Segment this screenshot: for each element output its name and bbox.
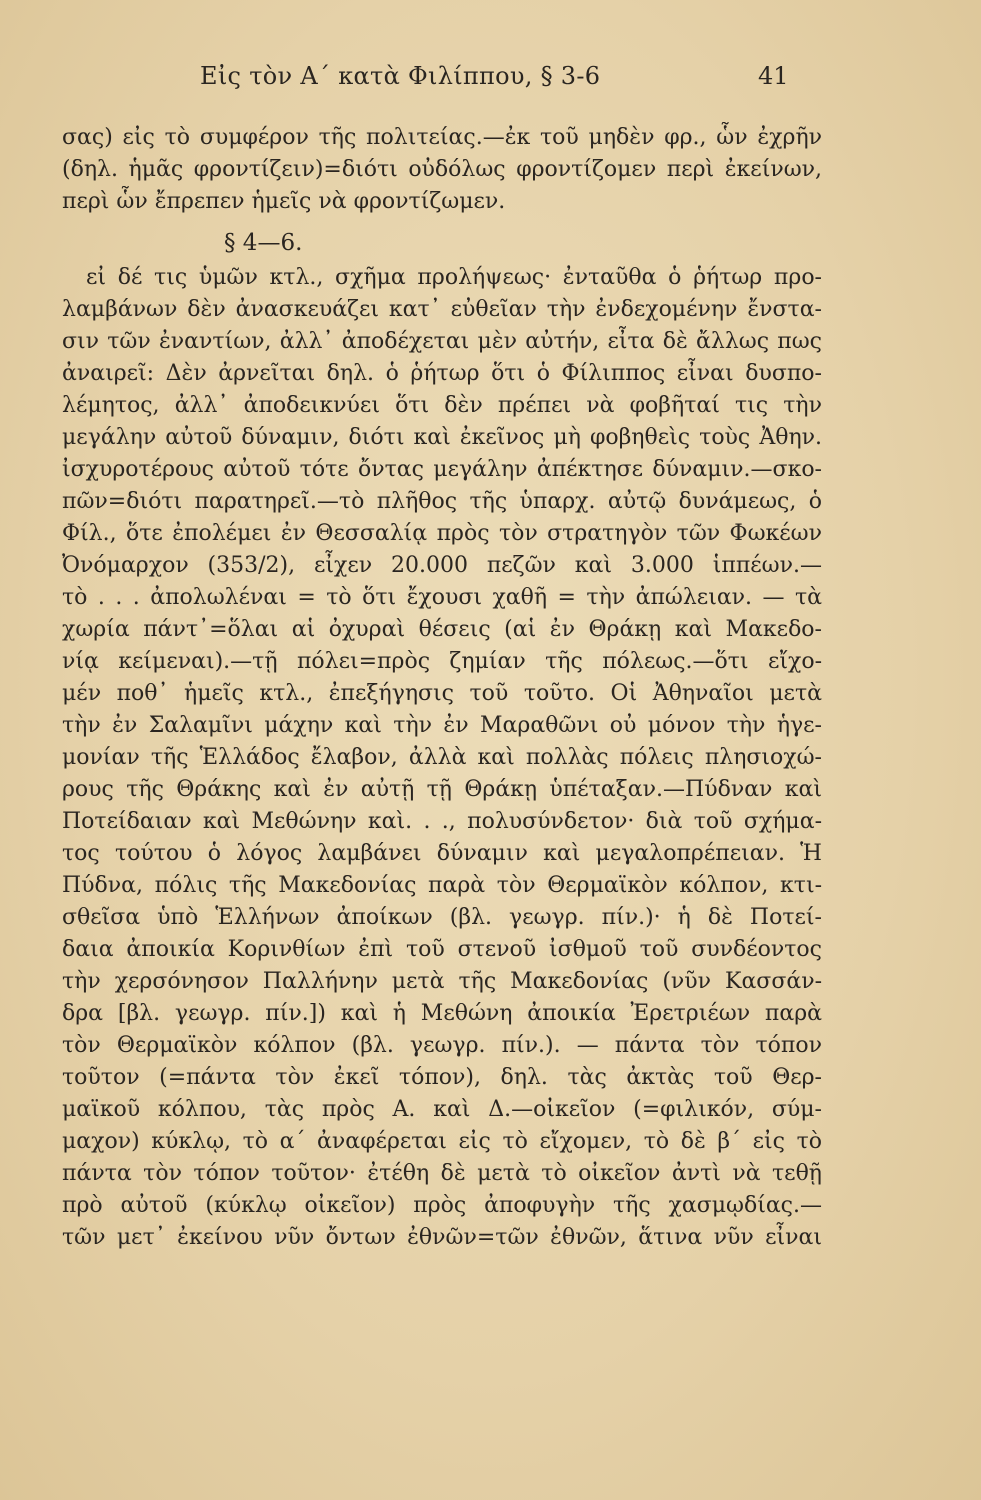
text-line: μαϊκοῦ κόλπου, τὰς πρὸς Α. καὶ Δ.—οἰκεῖον (=φιλικόν, σύμ- [62, 1097, 822, 1122]
text-line: ἰσχυροτέρους αὐτοῦ τότε ὄντας μεγάλην ἀπέκτησε δύναμιν.—σκο- [62, 457, 822, 482]
text-line: τοῦτον (=πάντα τὸν ἐκεῖ τόπον), δηλ. τὰς ἀκτὰς τοῦ Θερ- [62, 1065, 822, 1090]
text-line: εἰ δέ τις ὑμῶν κτλ., σχῆμα προλήψεως· ἐνταῦθα ὁ ῥήτωρ προ- [86, 265, 822, 290]
text-line: λέμητος, ἀλλ᾽ ἀποδεικνύει ὅτι δὲν πρέπει νὰ φοβῆταί τις τὴν [62, 393, 822, 418]
text-line: Ὀνόμαρχον (353/2), εἶχεν 20.000 πεζῶν καὶ 3.000 ἱππέων.— [62, 553, 822, 578]
text-line: πρὸ αὐτοῦ (κύκλῳ οἰκεῖον) πρὸς ἀποφυγὴν τῆς χασμῳδίας.— [62, 1193, 822, 1218]
text-line: περὶ ὧν ἔπρεπεν ἡμεῖς νὰ φροντίζωμεν. [62, 189, 506, 214]
section-heading: § 4—6. [224, 230, 303, 256]
text-line: ἀναιρεῖ: Δὲν ἀρνεῖται δηλ. ὁ ῥήτωρ ὅτι ὁ Φίλιππος εἶναι δυσπο- [62, 361, 822, 386]
text-line: μαχον) κύκλῳ, τὸ α΄ ἀναφέρεται εἰς τὸ εἴχομεν, τὸ δὲ β΄ εἰς τὸ [62, 1129, 822, 1154]
text-line: (δηλ. ἡμᾶς φροντίζειν)=διότι οὐδόλως φροντίζομεν περὶ ἐκείνων, [62, 157, 822, 182]
text-line: ρους τῆς Θράκης καὶ ἐν αὐτῇ τῇ Θράκῃ ὑπέταξαν.—Πύδναν καὶ [62, 777, 822, 802]
commentary-text [62, 122, 822, 1286]
text-line: Πύδνα, πόλις τῆς Μακεδονίας παρὰ τὸν Θερμαϊκὸν κόλπον, κτι- [62, 873, 822, 898]
text-line: χωρία πάντ᾽=ὅλαι αἱ ὀχυραὶ θέσεις (αἱ ἐν Θράκῃ καὶ Μακεδο- [62, 617, 822, 642]
page-number: 41 [758, 62, 789, 90]
text-line: λαμβάνων δὲν ἀνασκευάζει κατ᾽ εὐθεῖαν τὴν ἐνδεχομένην ἔνστα- [62, 297, 822, 322]
text-line: πάντα τὸν τόπον τοῦτον· ἐτέθη δὲ μετὰ τὸ οἰκεῖον ἀντὶ νὰ τεθῇ [62, 1161, 822, 1186]
text-line: Φίλ., ὅτε ἐπολέμει ἐν Θεσσαλίᾳ πρὸς τὸν στρατηγὸν τῶν Φωκέων [62, 521, 822, 546]
running-head [0, 62, 981, 102]
text-line: τὸ . . . ἀπολωλέναι = τὸ ὅτι ἔχουσι χαθῆ = τὴν ἀπώλειαν. — τὰ [62, 585, 822, 610]
text-line [62, 1254, 822, 1286]
text-line: τῶν μετ᾽ ἐκείνου νῦν ὄντων ἐθνῶν=τῶν ἐθνῶν, ἅτινα νῦν εἶναι [62, 1225, 822, 1250]
text-line: τὴν ἐν Σαλαμῖνι μάχην καὶ τὴν ἐν Μαραθῶνι οὐ μόνον τὴν ἡγε- [62, 713, 822, 738]
text-line: δρα [βλ. γεωγρ. πίν.]) καὶ ἡ Μεθώνη ἀποικία Ἐρετριέων παρὰ [62, 1001, 822, 1026]
text-line: μεγάλην αὐτοῦ δύναμιν, διότι καὶ ἐκεῖνος μὴ φοβηθεὶς τοὺς Ἀθην. [62, 425, 822, 450]
text-line: Ποτείδαιαν καὶ Μεθώνην καὶ. . ., πολυσύνδετον· διὰ τοῦ σχήμα- [62, 809, 822, 834]
text-line: δαια ἀποικία Κορινθίων ἐπὶ τοῦ στενοῦ ἰσθμοῦ τοῦ συνδέοντος [62, 937, 822, 962]
text-line: τὸν Θερμαϊκὸν κόλπον (βλ. γεωγρ. πίν.). — πάντα τὸν τόπον [62, 1033, 822, 1058]
text-line: νίᾳ κείμεναι).—τῇ πόλει=πρὸς ζημίαν τῆς πόλεως.—ὅτι εἴχο- [62, 649, 822, 674]
text-line: σιν τῶν ἐναντίων, ἀλλ᾽ ἀποδέχεται μὲν αὐτήν, εἶτα δὲ ἄλλως πως [62, 329, 822, 354]
text-line: μονίαν τῆς Ἑλλάδος ἔλαβον, ἀλλὰ καὶ πολλὰς πόλεις πλησιοχώ- [62, 745, 822, 770]
text-line: τὴν χερσόνησον Παλλήνην μετὰ τῆς Μακεδονίας (νῦν Κασσάν- [62, 969, 822, 994]
text-line: σθεῖσα ὑπὸ Ἑλλήνων ἀποίκων (βλ. γεωγρ. πίν.)· ἡ δὲ Ποτεί- [62, 905, 822, 930]
text-line: τος τούτου ὁ λόγος λαμβάνει δύναμιν καὶ μεγαλοπρέπειαν. Ἡ [62, 841, 822, 866]
text-line: μέν ποθ᾽ ἡμεῖς κτλ., ἐπεξήγησις τοῦ τοῦτο. Οἱ Ἀθηναῖοι μετὰ [62, 681, 822, 706]
running-title: Εἰς τὸν Α΄ κατὰ Φιλίππου, § 3-6 [200, 62, 601, 90]
text-line: πῶν=διότι παρατηρεῖ.—τὸ πλῆθος τῆς ὑπαρχ. αὐτῷ δυνάμεως, ὁ [62, 489, 822, 514]
text-line: σας) εἰς τὸ συμφέρον τῆς πολιτείας.—ἐκ τοῦ μηδὲν φρ., ὧν ἐχρῆν [62, 125, 822, 150]
